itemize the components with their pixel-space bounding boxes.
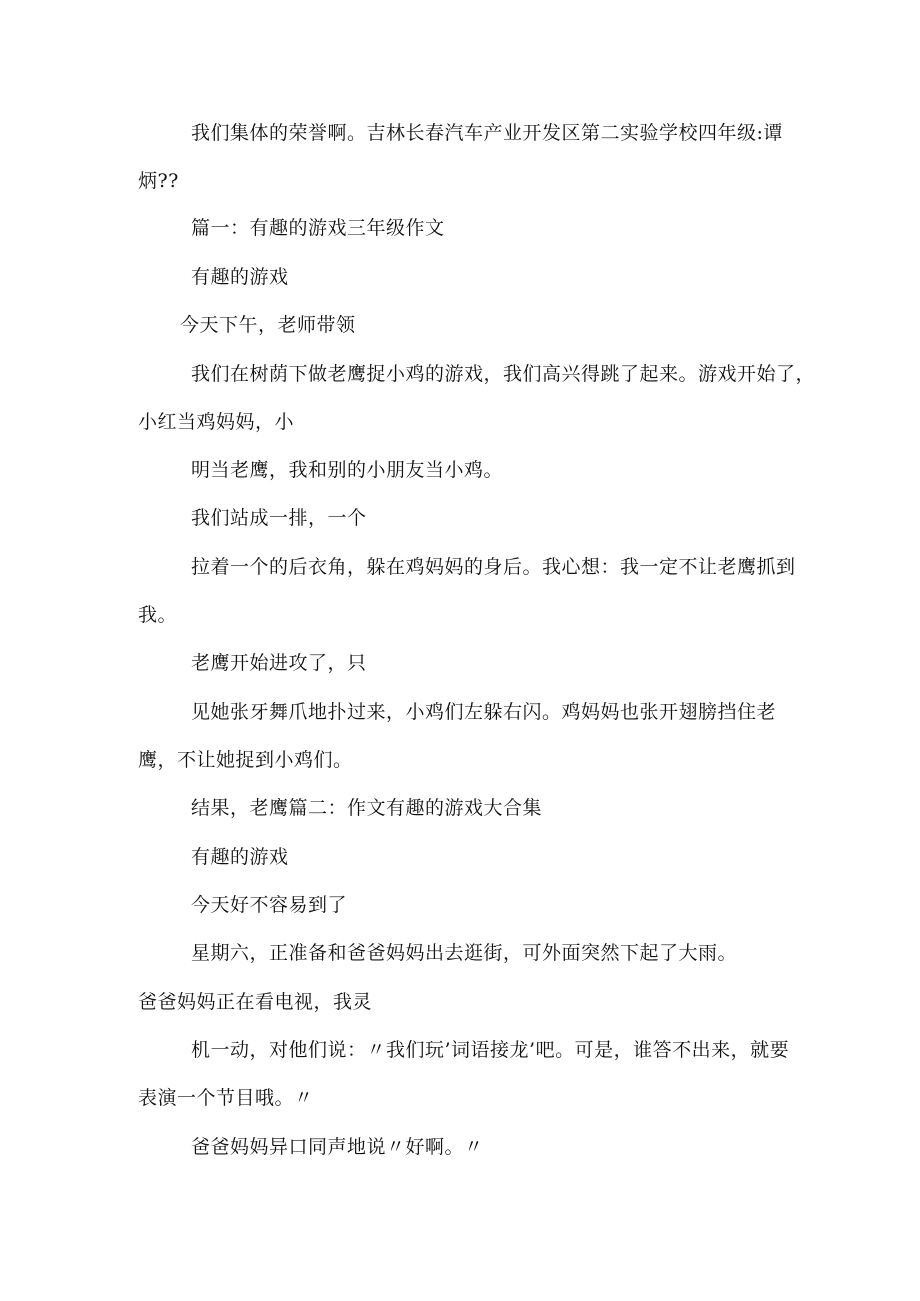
text-line: 今天好不容易到了 <box>191 894 348 916</box>
text-line: 明当老鹰，我和别的小朋友当小鸡。 <box>191 459 504 481</box>
text-line: 机一动，对他们说：〃我们玩’词语接龙’吧。可是，谁答不出来，就要 <box>191 1039 790 1061</box>
text-line: 爸爸妈妈正在看电视，我灵 <box>138 991 373 1013</box>
section-heading: 篇一：有趣的游戏三年级作文 <box>191 217 445 239</box>
text-line: 炳?? <box>138 170 179 192</box>
text-line: 小红当鸡妈妈，小 <box>138 411 295 433</box>
text-line: 老鹰开始进攻了，只 <box>191 652 367 674</box>
text-line: 拉着一个的后衣角，躲在鸡妈妈的身后。我心想：我一定不让老鹰抓到 <box>191 556 796 578</box>
text-line: 见她张牙舞爪地扑过来，小鸡们左躲右闪。鸡妈妈也张开翅膀挡住老 <box>191 701 777 723</box>
essay-title: 有趣的游戏 <box>191 846 289 868</box>
text-line: 我。 <box>138 604 178 626</box>
text-line: 我们站成一排，一个 <box>191 507 367 529</box>
text-line: 今天下午，老师带领 <box>180 314 356 336</box>
text-line: 我们集体的荣誉啊。吉林长春汽车产业开发区第二实验学校四年级:谭 <box>191 122 783 144</box>
text-line: 结果，老鹰篇二：作文有趣的游戏大合集 <box>191 797 543 819</box>
text-line: 表演一个节目哦。〃 <box>138 1087 314 1109</box>
text-line: 爸爸妈妈异口同声地说〃好啊。〃 <box>191 1136 484 1158</box>
text-line: 星期六，正准备和爸爸妈妈出去逛街，可外面突然下起了大雨。 <box>191 942 738 964</box>
essay-title: 有趣的游戏 <box>191 266 289 288</box>
text-line: 我们在树荫下做老鹰捉小鸡的游戏，我们高兴得跳了起来。游戏开始了， <box>191 363 816 385</box>
text-line: 鹰，不让她捉到小鸡们。 <box>138 749 353 771</box>
